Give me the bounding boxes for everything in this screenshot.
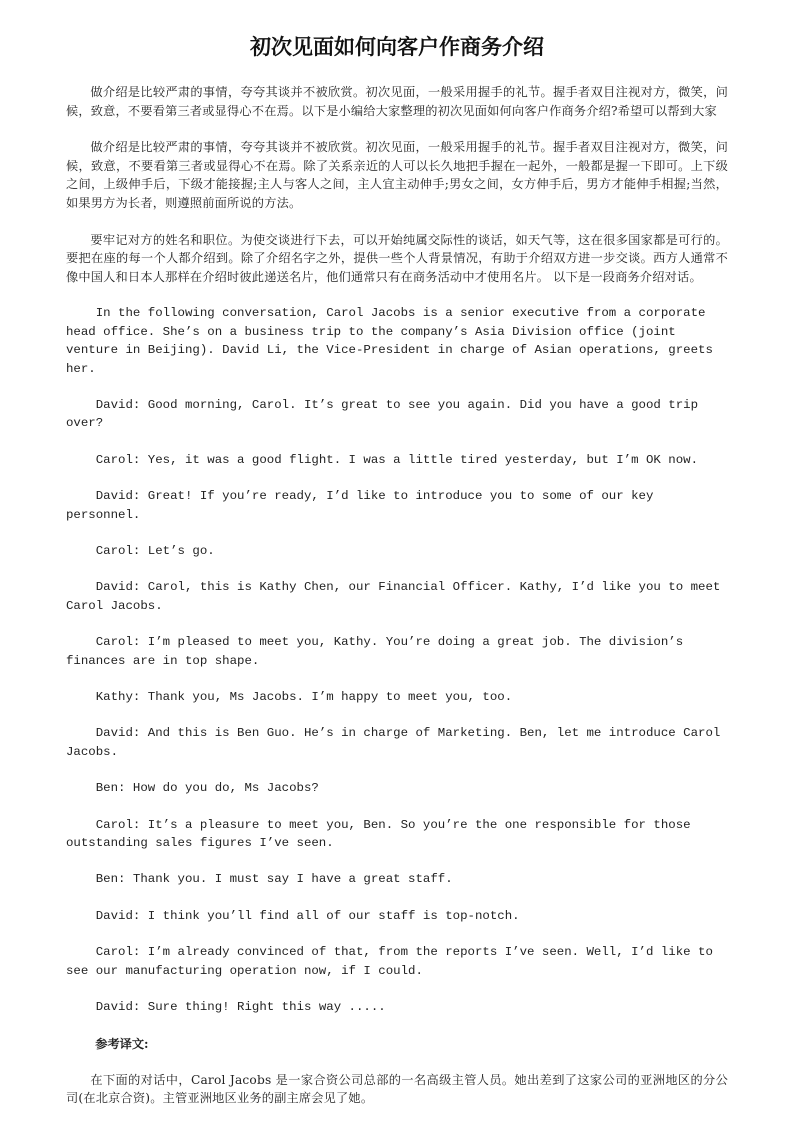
dialogue-line: David: Great! If you’re ready, I’d like to introduce you to some of our key personnel. [66, 489, 654, 522]
intro-paragraph: 做介绍是比较严肃的事情，夸夸其谈并不被欣赏。初次见面，一般采用握手的礼节。握手者双目注视对方，微笑，问候，致意，不要看第三者或显得心不在焉。除了关系亲近的人可以长久地把手握在一起外，一般都是握一下即可。上下级之间，上级伸手后，下级才能接握;主人与客人之间，主人宜主动伸手;男女之间，女方伸手后，男方才能伸手相握;当然，如果男方为长者，则遵照前面所说的方法。 [66, 140, 728, 210]
document-title: 初次见面如何向客户作商务介绍 [250, 35, 544, 59]
dialogue-line: Kathy: Thank you, Ms Jacobs. I’m happy to meet you, too. [95, 690, 513, 705]
reference-heading: 参考译文: [95, 1036, 149, 1051]
dialogue-line: Carol: Let’s go. [95, 544, 215, 558]
document-page [66, 32, 728, 1126]
dialogue-line: Carol: It’s a pleasure to meet you, Ben. So you’re the one responsible for those outstanding sales figures I’ve seen. [66, 817, 691, 851]
dialogue-line: Ben: How do you do, Ms Jacobs? [95, 781, 319, 796]
translation-paragraph: 在下面的对话中，Carol Jacobs 是一家合资公司总部的一名高级主管人员。她出差到了这家公司的亚洲地区的分公司(在北京合资)。主管亚洲地区业务的副主席会见了她。 [66, 1072, 728, 1106]
intro-paragraph: 要牢记对方的姓名和职位。为使交谈进行下去，可以开始纯属交际性的谈话，如天气等，这在很多国家都是可行的。要把在座的每一个人都介绍到。除了介绍名字之外，提供一些个人背景情况，有助于介绍双方进一步交谈。西方人通常不像中国人和日本人那样在介绍时彼此递送名片，他们通常只有在商务活动中才使用名片。 以下是一段商务介绍对话。 [66, 232, 728, 284]
dialogue-line: Carol: I’m already convinced of that, from the reports I’ve seen. Well, I’d like to see our manufacturing operation now, if I could. [66, 945, 713, 978]
dialogue-line: David: Good morning, Carol. It’s great to see you again. Did you have a good trip over? [66, 397, 699, 431]
dialogue-line: Carol: Yes, it was a good flight. I was a little tired yesterday, but I’m OK now. [95, 452, 699, 467]
dialogue-line: David: Sure thing! Right this way ..... [95, 1000, 386, 1015]
dialogue-line: David: Carol, this is Kathy Chen, our Financial Officer. Kathy, I’d like you to meet Carol Jacobs. [66, 580, 721, 613]
dialogue-line: Ben: Thank you. I must say I have a great staff. [95, 872, 453, 887]
dialogue-line: David: I think you’ll find all of our staff is top-notch. [95, 908, 520, 923]
dialogue-line: Carol: I’m pleased to meet you, Kathy. You’re doing a great job. The division’s finances are in top shape. [66, 635, 684, 668]
intro-paragraph: 做介绍是比较严肃的事情，夸夸其谈并不被欣赏。初次见面，一般采用握手的礼节。握手者双目注视对方，微笑，问候，致意，不要看第三者或显得心不在焉。以下是小编给大家整理的初次见面如何向客户作商务介绍?希望可以帮到大家 [66, 85, 728, 118]
dialogue-line: David: And this is Ben Guo. He’s in charge of Marketing. Ben, let me introduce Carol Jacobs. [66, 726, 721, 759]
dialogue-intro: In the following conversation, Carol Jacobs is a senior executive from a corporate head office. She’s on a business trip to the company’s Asia Division office (joint venture in Beijing). David Li, the Vice-President in charge of Asian operations, greets her. [66, 306, 713, 376]
